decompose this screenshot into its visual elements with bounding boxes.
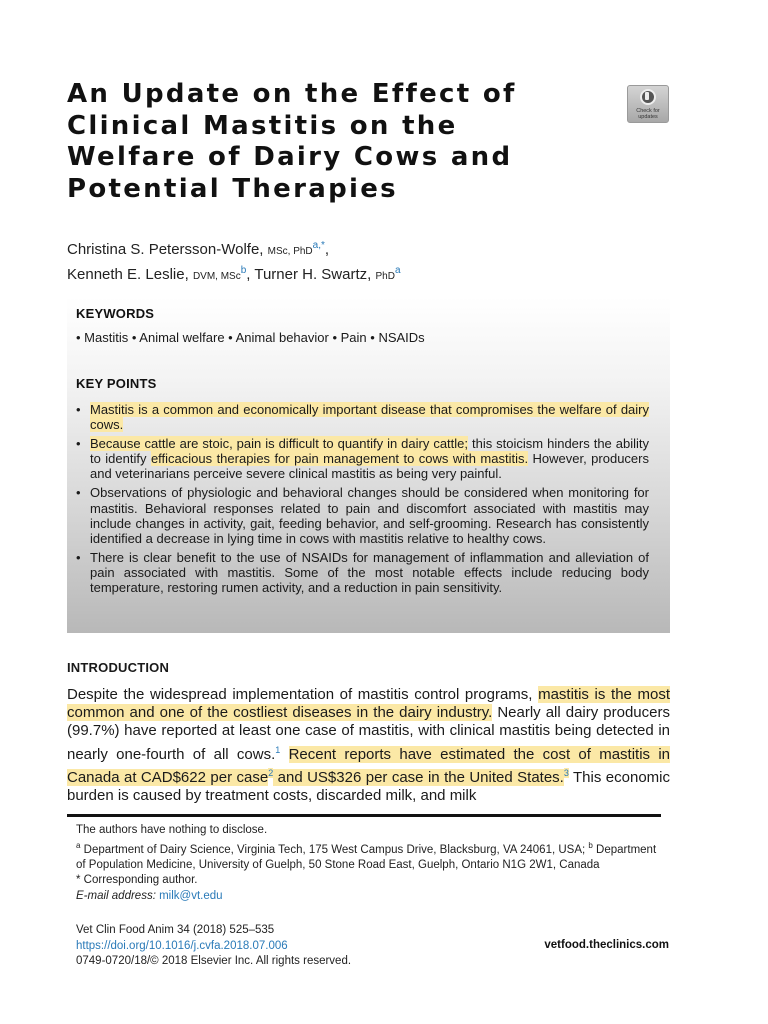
author-name: Christina S. Petersson-Wolfe, [67,241,264,258]
highlighted-text: and US$326 per case in the United States. [273,768,564,786]
keywords-heading: KEYWORDS [76,306,155,321]
badge-label: Check for updates [636,108,660,120]
section-heading-introduction: INTRODUCTION [67,660,170,675]
journal-website[interactable]: vetfood.theclinics.com [544,939,669,951]
article-title [67,79,587,205]
reference-link[interactable]: 1 [275,744,281,755]
author-line-2 [67,261,401,286]
keyword: Animal behavior [235,330,329,345]
email-link[interactable]: milk@vt.edu [159,889,223,902]
author-affiliation-ref[interactable]: a [394,265,401,276]
reference-link[interactable]: 2 [268,767,274,778]
check-for-updates-badge[interactable] [627,85,669,123]
keyword: Mastitis [84,330,129,345]
keyword: Pain [340,330,367,345]
author-line-1: Christina S. Petersson-Wolfe, MSc, PhD$^{a,*}$, [67,240,330,258]
keyword: Animal welfare [139,330,225,345]
key-point: • There is clear benefit to the use of NSAIDs for management of inflammation and alleviation of pain associated with mastitis. Some of the most notable effects include reducing body temperature, restoring rumen activity, and a reduction in pain sensitivity. [76,550,649,595]
author-name: , Turner H. Swartz, [246,266,372,283]
corresponding-author: * Corresponding author. [76,874,198,887]
title-line: Welfare of Dairy Cows and [67,142,513,172]
author-affiliation-ref[interactable]: a,* [312,240,325,251]
doi-link[interactable]: https://doi.org/10.1016/j.cvfa.2018.07.006 [76,939,288,952]
author-degree: MSc, PhD [267,246,313,257]
citation-block [76,923,351,970]
key-points-list [76,402,649,599]
introduction-paragraph: Despite the widespread implementation of mastitis control programs, mastitis is the most common and one of the costliest diseases in the dairy industry. Nearly all dairy producers (99.7%) have reported at least one case of mastitis, with clinical mastitis being detected in nearly one-fourth of all cows.$^1$ Recent reports have estimated the cost of mastitis in Canada at CAD$622 per case$^2$ and US$326 per case in the United States.$^3$ This economic burden is caused by treatment costs, discarded milk, and milk [67,686,671,805]
disclosure: The authors have nothing to disclose. [76,824,268,836]
footnotes [76,823,666,904]
affiliations: $^a$ Department of Dairy Science, Virginia Tech, 175 West Campus Drive, Blacksburg, VA 24061, USA; $^b$ Department of Population Medicine, University of Guelph, 50 Stone Road East, Guelph, Ontario N1G 2W1, Canada [76,841,657,872]
keywords-keypoints-box [67,297,670,633]
keyword: NSAIDs [378,330,425,345]
footnote-divider [67,814,661,817]
copyright: 0749-0720/18/© 2018 Elsevier Inc. All rights reserved. [76,955,352,967]
key-point: • Because cattle are stoic, pain is difficult to quantify in dairy cattle; this stoicism hinders the ability to identify efficacious therapies for pain management to cows with mastitis. However, producers and veterinarians perceive severe clinical mastitis as being very painful. [76,436,649,481]
check-for-updates-icon [640,89,656,105]
key-points-heading: KEY POINTS [76,376,157,391]
email-line: E-mail address: milk@vt.edu [76,889,223,902]
journal-citation: Vet Clin Food Anim 34 (2018) 525–535 [76,924,275,936]
author-degree: PhD [375,271,395,282]
highlighted-text: mastitis is the most common and one of the costliest diseases in the dairy industry. [67,686,671,722]
author-list [67,236,401,286]
highlighted-text: Because cattle are stoic, pain is difficult to quantify in dairy cattle; [90,436,469,452]
title-line: Clinical Mastitis on the [67,110,458,141]
keywords-list: • Mastitis • Animal welfare • Animal behavior • Pain • NSAIDs [76,330,425,345]
key-point: • Observations of physiologic and behavioral changes should be considered when monitoring for mastitis. Behavioral responses related to pain and discomfort associated with mastitis may include changes in activity, gait, feeding behavior, and self-grooming. Research has consistently identified a decrease in lying time in cows with mastitis relative to healthy cows. [76,485,649,545]
highlighted-text: efficacious therapies for pain management to cows with mastitis. [150,451,529,467]
author-degree: DVM, MSc [192,271,241,282]
reference-link[interactable]: 3 [563,767,569,778]
author-name: Kenneth E. Leslie, [67,266,189,283]
highlighted-text: Mastitis is a common and economically important disease that compromises the welfare of dairy cows. [90,402,649,433]
title-line: Potential Therapies [67,173,398,204]
highlighted-text: Recent reports have estimated the cost of mastitis in Canada at CAD$622 per case [67,745,671,786]
key-point [76,402,649,432]
author-affiliation-ref[interactable]: b [240,265,247,276]
title-line: An Update on the Effect of [67,79,517,109]
